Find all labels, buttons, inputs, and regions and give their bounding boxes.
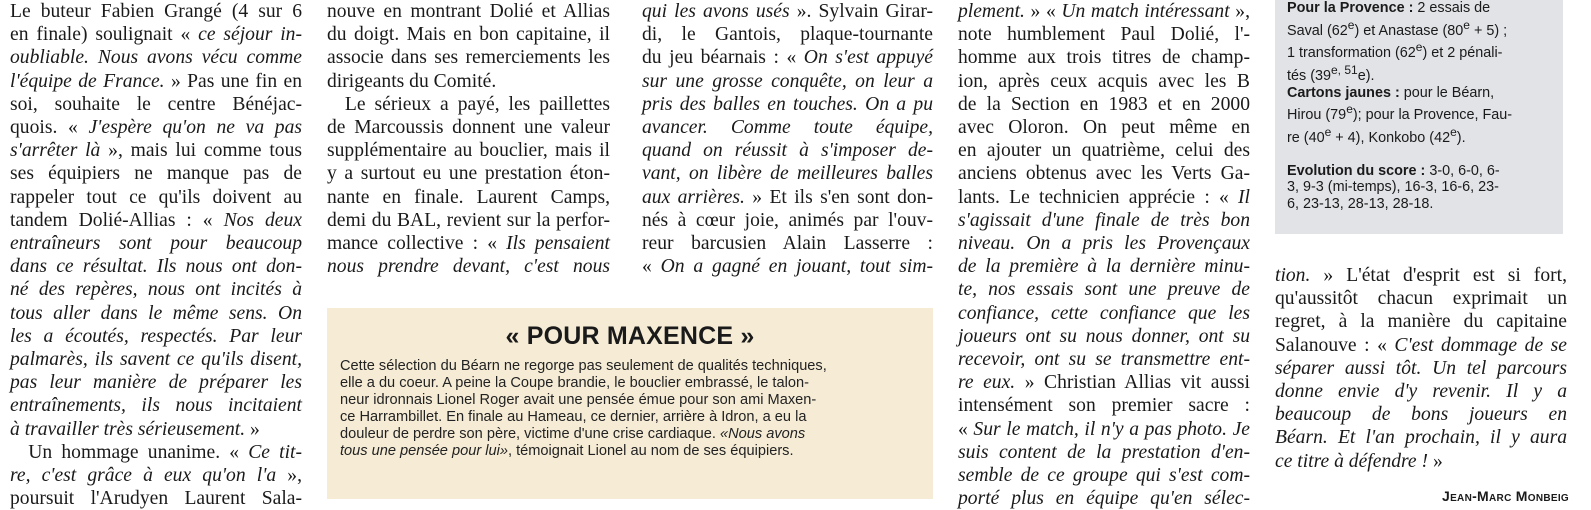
text-line: porté plus en équipe qu'en sélec-	[958, 488, 1250, 510]
text-line: joueurs ont su nous donner, ont su	[958, 325, 1250, 347]
text-line: soi, souhaite le centre Bénéjac-	[10, 93, 302, 115]
text-line: de Marcoussis donnent une valeur	[327, 117, 610, 139]
text-line: quand on réussit à s'imposer de-	[642, 140, 933, 162]
text-line: quois. « J'espère qu'on ne va pas	[10, 117, 303, 139]
article-column-5	[1275, 264, 1567, 473]
box-line: Cette sélection du Béarn ne regorge pas seulement de qualités techniques,	[340, 358, 827, 374]
text-line: nous prendre devant, c'est nous	[327, 256, 610, 278]
text-line: Béarn. Et l'an prochain, il y aura	[1275, 427, 1567, 449]
text-line: regret, à la manière du capitaine	[1275, 311, 1567, 333]
text-line: homme aux trois titres de champ-	[958, 47, 1250, 69]
match-summary-body	[1287, 0, 1553, 213]
text-line: semble de ce groupe qui s'est com-	[958, 465, 1250, 487]
text-line: de la Section en 1983 et en 2000	[958, 93, 1250, 115]
summary-line: 1 transformation (62e) et 2 pénali-	[1287, 40, 1503, 62]
text-line: mance collective : « Ils pensaient	[327, 233, 610, 255]
text-line: donne envie d'y revenir. Il y a	[1275, 381, 1567, 403]
text-line: de la première à la dernière minu-	[958, 256, 1250, 278]
text-line: plement. » « Un match intéressant »,	[958, 1, 1250, 22]
summary-line: tés (39$^{e, 51}$e).	[1287, 62, 1375, 84]
text-line: palmarès, ils savent ce qu'ils disent,	[10, 349, 302, 371]
text-line: séparer aussi tôt. Un tel parcours	[1275, 357, 1567, 379]
text-line: rappeler tout ce qu'ils doivent au	[10, 186, 302, 208]
text-line: « On a gagné en jouant, tout sim-	[642, 256, 933, 278]
text-line: nés à cœur joie, animés par l'ouv-	[642, 209, 933, 231]
text-line: note humblement Paul Dolié, l'-	[958, 24, 1250, 46]
text-line: « Sur le match, il n'y a pas photo. Je	[958, 418, 1250, 440]
text-line: qui les avons usés ». Sylvain Girar-	[642, 1, 933, 22]
text-line: lants. Le technicien apprécie : « Il	[958, 186, 1250, 208]
text-line: né des repères, nous ont incités à	[10, 279, 302, 301]
text-line: dans ce résultat. Ils nous ont don-	[10, 256, 302, 278]
text-line: re eux. » Christian Allias vit aussi	[958, 372, 1250, 394]
text-line: en ajouter un quatrième, celui des	[958, 140, 1250, 162]
box-line: elle a du coeur. A peine la Coupe brandie, le bouclier embrassé, le talon-	[340, 375, 809, 391]
text-line: ce titre à défendre ! »	[1275, 450, 1443, 472]
text-line: pris des balles en touches. On a pu	[642, 93, 933, 115]
text-line: entraîneurs sont pour beaucoup	[10, 233, 302, 255]
summary-text: pour le Béarn,	[1399, 84, 1495, 101]
summary-line	[1287, 85, 1553, 102]
summary-line: Saval (62e) et Anastase $(80^e + 5)$ ;	[1287, 17, 1508, 39]
text-line: nouve en montrant Dolié et Allias	[327, 1, 610, 22]
text-line: en finale) soulignait « ce séjour in-	[10, 24, 302, 46]
box-body	[340, 358, 918, 460]
text-line: re, c'est grâce à eux qu'on l'a »,	[10, 465, 303, 487]
summary-line	[1287, 0, 1553, 17]
text-line: tandem Dolié-Allias : « Nos deux	[10, 209, 302, 231]
text-line: pas leur manière de préparer les	[10, 372, 302, 394]
text-line: aux arrières. » Et ils s'en sont don-	[642, 186, 933, 208]
text-line: reur barcusien Alain Lasserre :	[642, 233, 933, 255]
text-line: demi du BAL, revient sur la perfor-	[327, 209, 610, 231]
author-signature: Jean-Marc Monbeig	[1442, 488, 1569, 504]
text-line: poursuit l'Arudyen Laurent Sala-	[10, 488, 302, 510]
text-line: avec Oloron. On peut même en	[958, 117, 1250, 139]
text-line: entraînements, ils nous incitaient	[10, 395, 302, 417]
summary-line	[1287, 163, 1553, 180]
text-line: intensément son premier sacre :	[958, 395, 1250, 417]
text-line: confiance, cette confiance que les	[958, 302, 1250, 324]
text-line: oubliable. Nous avons vécu comme	[10, 47, 302, 69]
text-line: niveau. On a pris les Provençaux	[958, 233, 1250, 255]
text-line: ion, après ceux acquis avec les B	[958, 70, 1250, 92]
text-line: te, nos essais sont une preuve de	[958, 279, 1250, 301]
score-label: Evolution du score :	[1287, 162, 1426, 179]
text-line: les a écoutés, respectés. Par leur	[10, 325, 302, 347]
summary-text: 2 essais de	[1413, 0, 1491, 16]
text-line: suis content de la prestation d'en-	[958, 441, 1250, 463]
text-line: tous aller dans le même sens. On	[10, 302, 302, 324]
text-line: du jeu béarnais : « On s'est appuyé	[642, 47, 934, 69]
match-summary-panel	[1275, 0, 1563, 234]
text-line: y a surtout eu une prestation éton-	[327, 163, 610, 185]
text-line: s'agissait d'une finale de très bon	[958, 209, 1250, 231]
text-line: recevoir, ont su se transmettre ent-	[958, 349, 1250, 371]
text-line: vant, on libère de meilleures balles	[642, 163, 933, 185]
summary-line: 6, 23-13, 28-13, 28-18.	[1287, 196, 1434, 213]
box-line: neur idronnais Lionel Roger avait une pensée émue pour son ami Maxen-	[340, 392, 817, 408]
text-line: supplémentaire au bouclier, mais il	[327, 140, 610, 162]
text-line: di, le Gantois, plaque-tournante	[642, 24, 933, 46]
text-line: Le sérieux a payé, les paillettes	[327, 93, 610, 115]
box-line: douleur de perdre son père, victime d'une crise cardiaque. «Nous avons	[340, 426, 806, 442]
text-line: l'équipe de France. » Pas une fin en	[10, 70, 302, 92]
summary-text: 3-0, 6-0, 6-	[1425, 162, 1500, 179]
text-line: beaucoup de bons joueurs en	[1275, 404, 1567, 426]
box-line: ce Harrambillet. En finale au Hameau, ce dernier, arrière à Idron, a eu la	[340, 409, 807, 425]
text-line: ses équipiers ne manque pas de	[10, 163, 302, 185]
summary-line: 3, 9-3 (mi-temps), 16-3, 16-6, 23-	[1287, 179, 1499, 196]
text-line: Salanouve : « C'est dommage de se	[1275, 334, 1567, 356]
cards-label: Cartons jaunes :	[1287, 84, 1400, 101]
article-column-4	[958, 0, 1250, 510]
text-line: Le buteur Fabien Grangé (4 sur 6	[10, 1, 302, 22]
text-line: sur une grosse conquête, on leur a	[642, 70, 933, 92]
text-line: Un hommage unanime. « Ce tit-	[10, 441, 302, 463]
text-line: anciens obtenus avec les Verts Ga-	[958, 163, 1250, 185]
provence-label: Pour la Provence :	[1287, 0, 1414, 16]
text-line: dirigeants du Comité.	[327, 70, 497, 92]
text-line: nante en finale. Laurent Camps,	[327, 186, 610, 208]
text-line: tion. » L'état d'esprit est si fort,	[1275, 265, 1567, 286]
text-line: qu'aussitôt chacun exprimait un	[1275, 288, 1567, 310]
text-line: associe dans ses remerciements les	[327, 47, 610, 69]
article-column-3	[642, 0, 933, 278]
box-line: tous une pensée pour lui», témoignait Lionel au nom de ses équipiers.	[340, 443, 794, 459]
summary-line: re $(40^e + 4)$, Konkobo (42e).	[1287, 124, 1466, 146]
text-line: avancer. Comme toute équipe,	[642, 117, 933, 139]
text-line: s'arrêter là », mais lui comme tous	[10, 140, 302, 162]
summary-line: Hirou (79e); pour la Provence, Fau-	[1287, 102, 1513, 124]
text-line: à travailler très sérieusement. »	[10, 418, 260, 440]
article-column-2	[327, 0, 610, 278]
text-line: du doigt. Mais en bon capitaine, il	[327, 24, 610, 46]
box-title: « POUR MAXENCE »	[505, 322, 755, 350]
article-column-1	[10, 0, 302, 510]
sidebar-box-maxence	[327, 308, 933, 499]
